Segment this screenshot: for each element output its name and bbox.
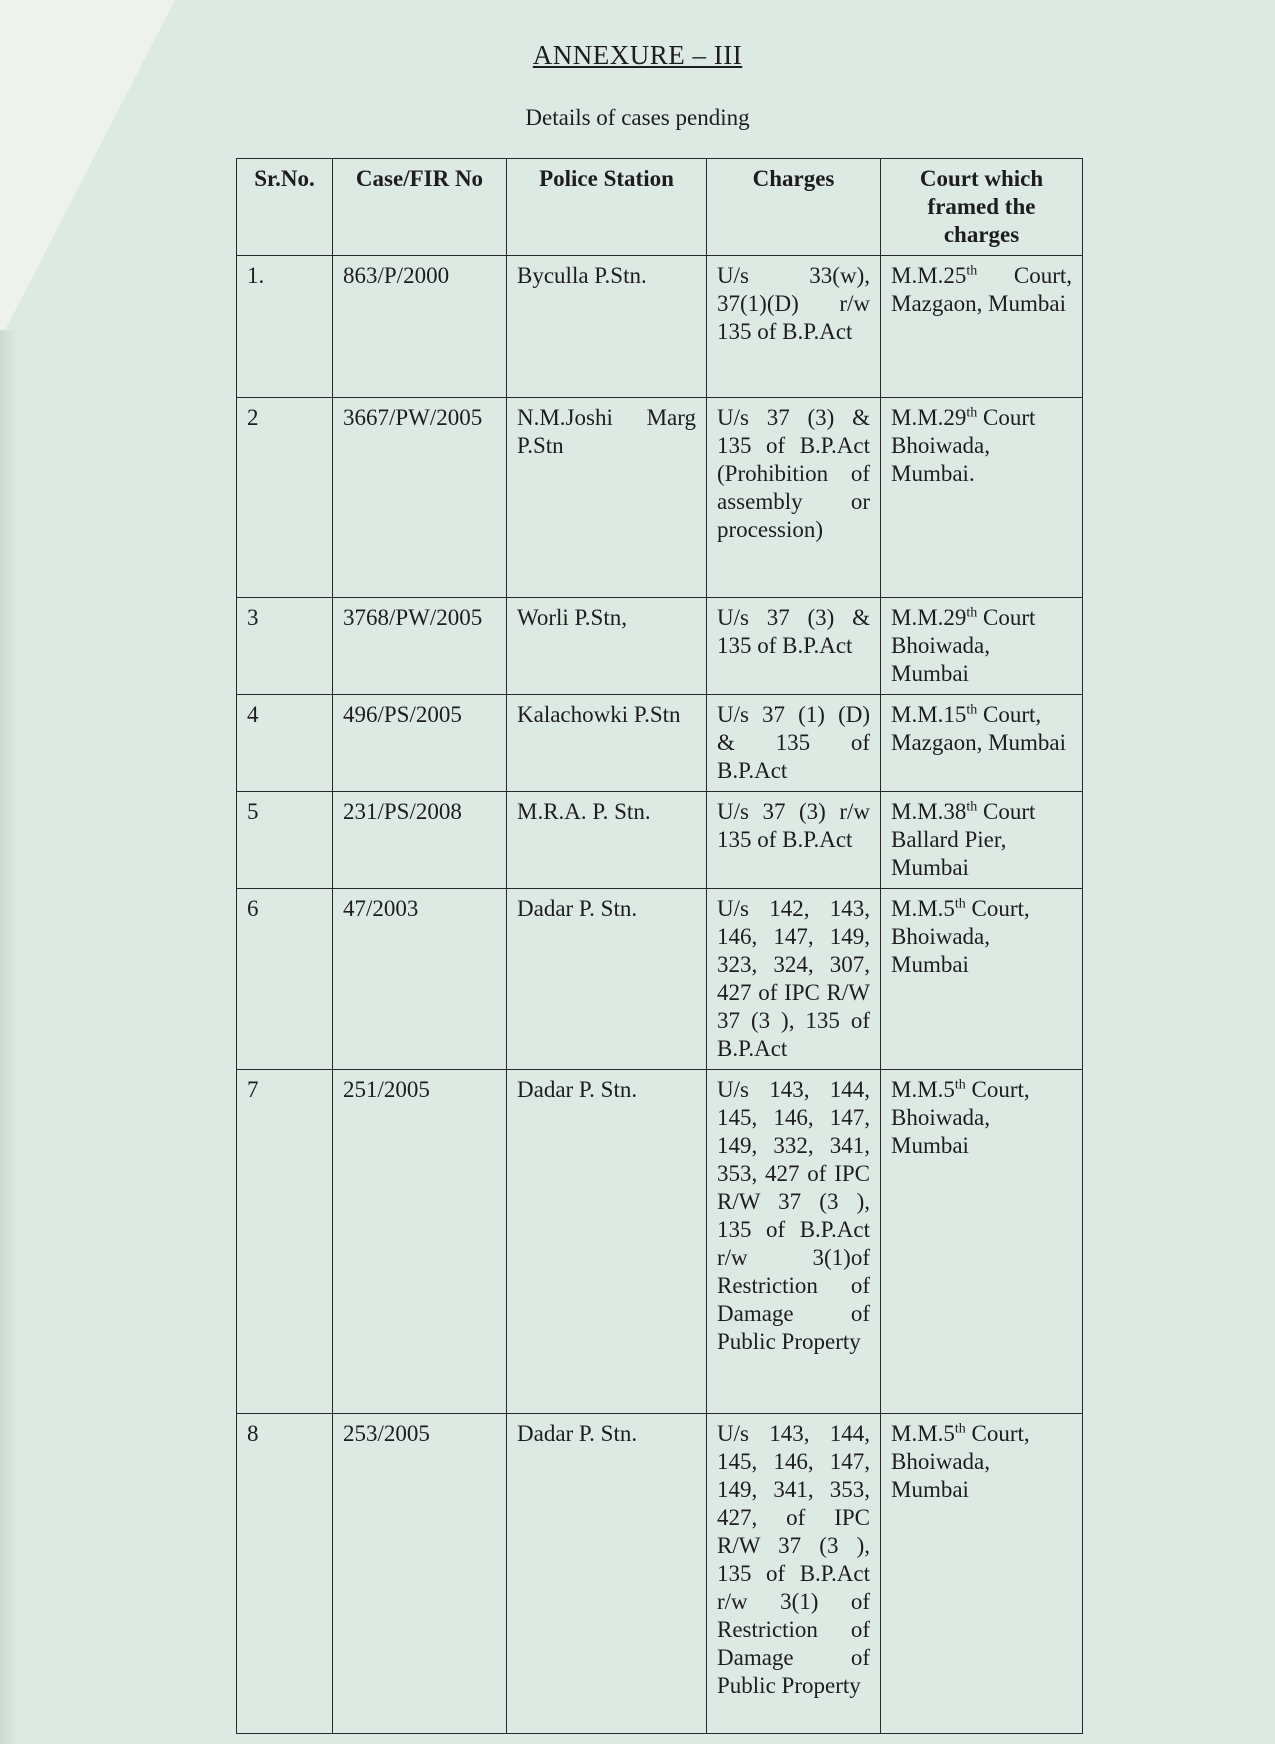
cell-court: M.M.5th Court, Bhoiwada, Mumbai <box>881 1414 1083 1734</box>
cell-sr-no: 7 <box>237 1070 333 1414</box>
cell-court: M.M.5th Court, Bhoiwada, Mumbai <box>881 1070 1083 1414</box>
cell-police-station: Byculla P.Stn. <box>507 256 707 398</box>
table-row <box>237 695 1083 792</box>
cell-court: M.M.29th Court Bhoiwada, Mumbai <box>881 598 1083 695</box>
cell-charges: U/s 37 (1) (D) & 135 of B.P.Act <box>707 695 881 792</box>
document-title: ANNEXURE – III <box>532 40 743 70</box>
table-row <box>237 1070 1083 1414</box>
cell-case-no: 231/PS/2008 <box>333 792 507 889</box>
cell-police-station: Dadar P. Stn. <box>507 889 707 1070</box>
cell-police-station: Dadar P. Stn. <box>507 1414 707 1734</box>
table-row <box>237 256 1083 398</box>
header-sr-no: Sr.No. <box>237 159 333 256</box>
cell-case-no: 3768/PW/2005 <box>333 598 507 695</box>
cell-charges: U/s 143, 144, 145, 146, 147, 149, 332, 341, 353, 427 of IPC R/W 37 (3 ), 135 of B.P.Act r/w 3(1)of Restriction of Damage of Public Property <box>707 1070 881 1414</box>
table-row <box>237 889 1083 1070</box>
cell-charges: U/s 33(w), 37(1)(D) r/w 135 of B.P.Act <box>707 256 881 398</box>
table-row <box>237 1414 1083 1734</box>
cell-charges: U/s 142, 143, 146, 147, 149, 323, 324, 307, 427 of IPC R/W 37 (3 ), 135 of B.P.Act <box>707 889 881 1070</box>
cell-police-station: M.R.A. P. Stn. <box>507 792 707 889</box>
cell-case-no: 253/2005 <box>333 1414 507 1734</box>
cell-police-station: Dadar P. Stn. <box>507 1070 707 1414</box>
cell-case-no: 251/2005 <box>333 1070 507 1414</box>
table-header-row <box>237 159 1083 256</box>
cell-sr-no: 4 <box>237 695 333 792</box>
header-court: Court which framed the charges <box>881 159 1083 256</box>
header-charges: Charges <box>707 159 881 256</box>
cell-court: M.M.29th Court Bhoiwada, Mumbai. <box>881 398 1083 598</box>
cell-sr-no: 3 <box>237 598 333 695</box>
cell-charges: U/s 143, 144, 145, 146, 147, 149, 341, 353, 427, of IPC R/W 37 (3 ), 135 of B.P.Act r/w 3(1) of Restriction of Damage of Public Property <box>707 1414 881 1734</box>
cases-table <box>236 158 1083 1734</box>
page-edge-shadow <box>0 330 18 1744</box>
cell-sr-no: 2 <box>237 398 333 598</box>
cell-court: M.M.5th Court, Bhoiwada, Mumbai <box>881 889 1083 1070</box>
cell-case-no: 47/2003 <box>333 889 507 1070</box>
cell-sr-no: 8 <box>237 1414 333 1734</box>
table-row <box>237 398 1083 598</box>
table-row <box>237 792 1083 889</box>
cell-case-no: 496/PS/2005 <box>333 695 507 792</box>
cell-police-station: Worli P.Stn, <box>507 598 707 695</box>
cell-case-no: 863/P/2000 <box>333 256 507 398</box>
cell-case-no: 3667/PW/2005 <box>333 398 507 598</box>
header-case-fir-no: Case/FIR No <box>333 159 507 256</box>
cell-sr-no: 6 <box>237 889 333 1070</box>
document-subtitle: Details of cases pending <box>525 105 750 130</box>
cell-charges: U/s 37 (3) r/w 135 of B.P.Act <box>707 792 881 889</box>
cell-court: M.M.38th Court Ballard Pier, Mumbai <box>881 792 1083 889</box>
cell-court: M.M.25th Court, Mazgaon, Mumbai <box>881 256 1083 398</box>
cell-sr-no: 1. <box>237 256 333 398</box>
cell-court: M.M.15th Court, Mazgaon, Mumbai <box>881 695 1083 792</box>
header-police-station: Police Station <box>507 159 707 256</box>
cell-charges: U/s 37 (3) & 135 of B.P.Act <box>707 598 881 695</box>
cell-sr-no: 5 <box>237 792 333 889</box>
cell-police-station: Kalachowki P.Stn <box>507 695 707 792</box>
table-row <box>237 598 1083 695</box>
cell-police-station: N.M.Joshi Marg P.Stn <box>507 398 707 598</box>
cell-charges: U/s 37 (3) & 135 of B.P.Act (Prohibition of assembly or procession) <box>707 398 881 598</box>
